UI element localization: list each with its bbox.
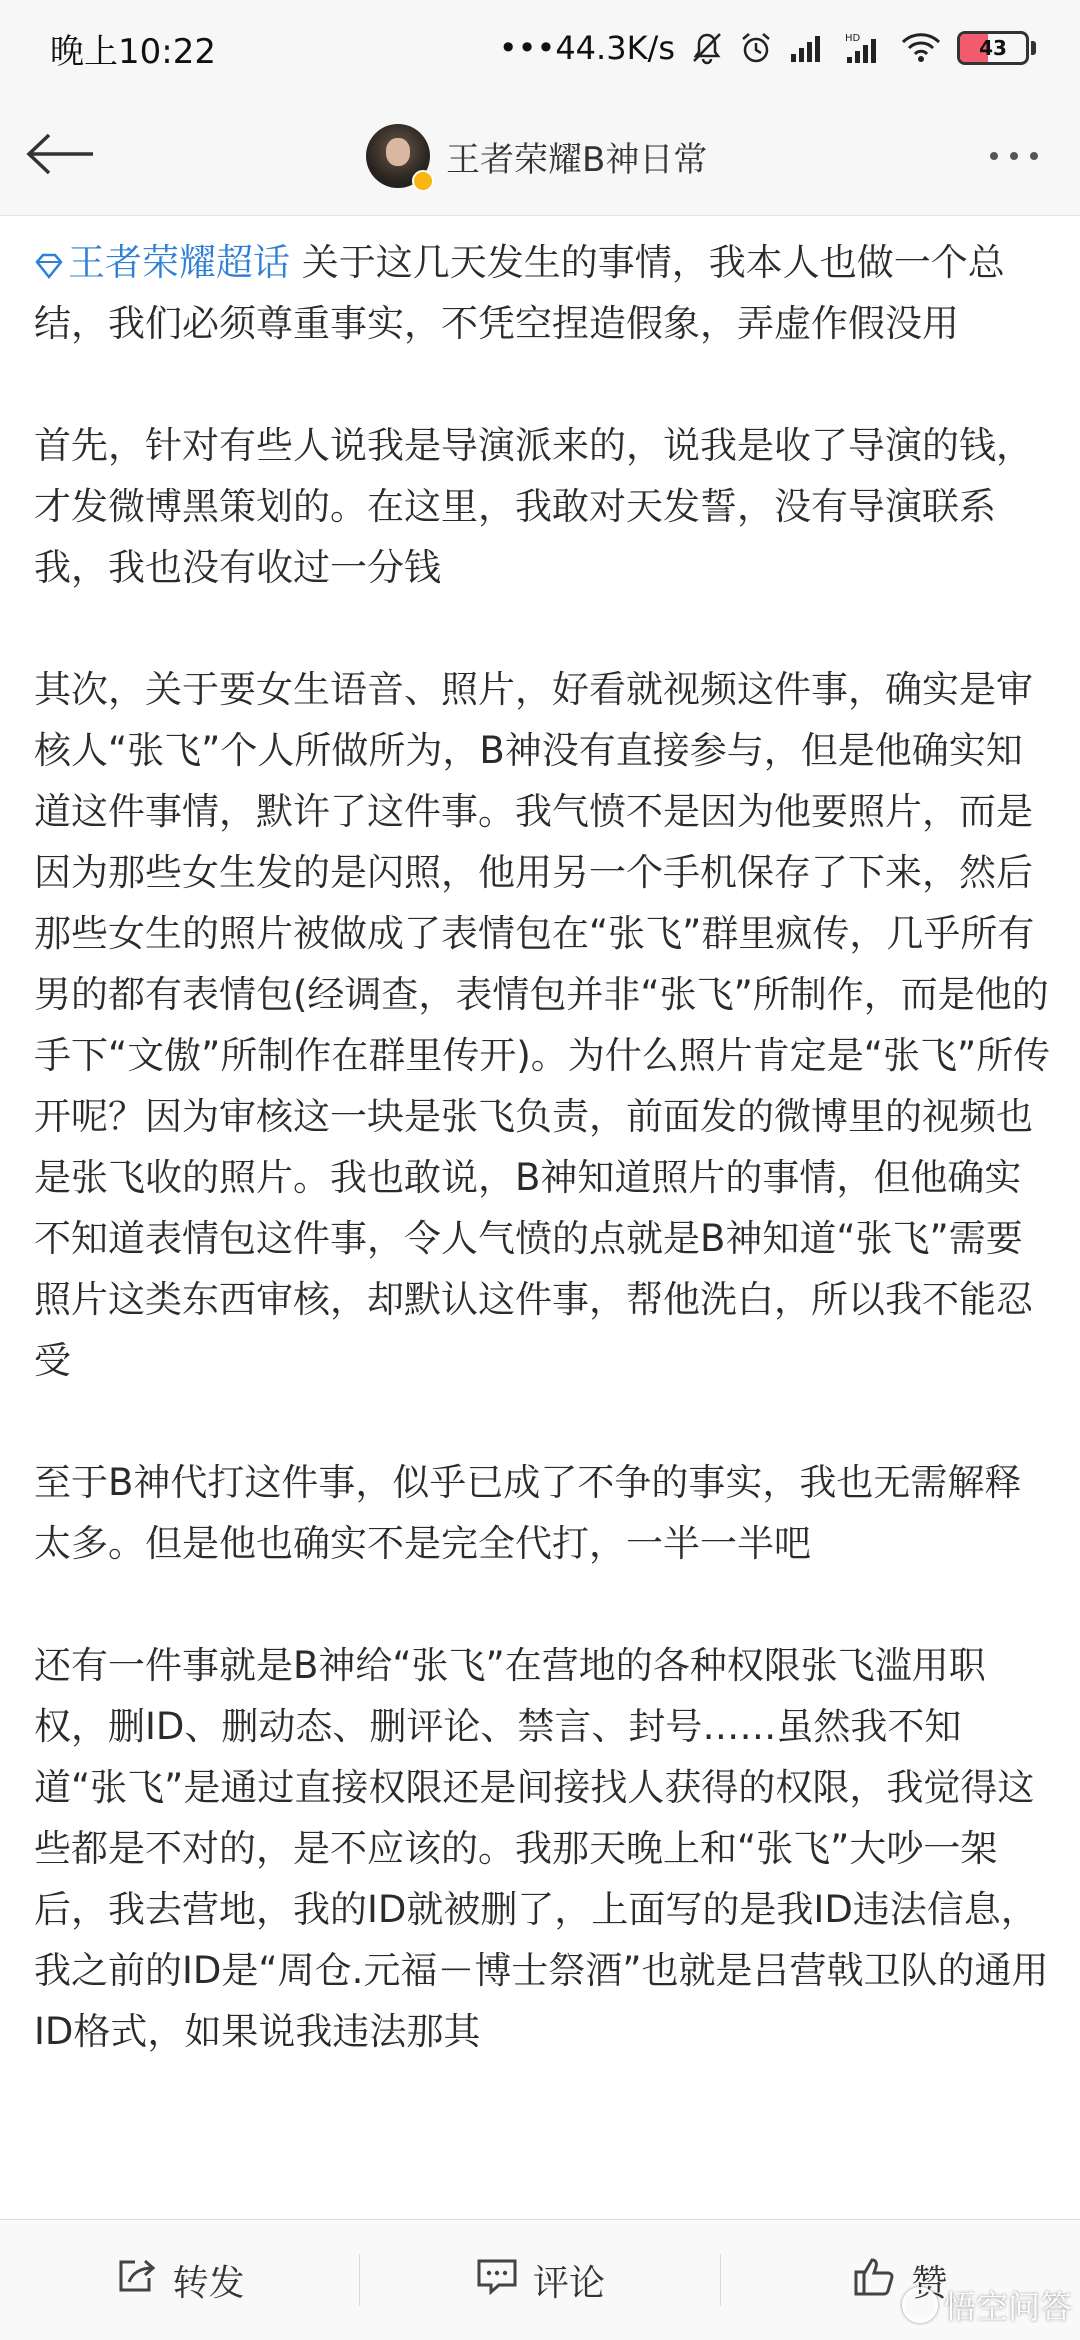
article-paragraph: 还有一件事就是B神给“张飞”在营地的各种权限张飞滥用职权，删ID、删动态、删评论、禁言、封号……虽然我不知道“张飞”是通过直接权限还是间接找人获得的权限，我觉得这些都是不对的，是不应该的。我那天晚上和“张飞”大吵一架后，我去营地，我的ID就被删了，上面写的是我ID违法信息，我之前的ID是“周仓.元福－博士祭酒”也就是吕营戟卫队的通用ID格式，如果说我违法那其 [34, 1644, 1049, 2053]
comment-label: 评论 [532, 2262, 605, 2304]
topic-link[interactable] [34, 241, 290, 284]
status-icons [499, 29, 1036, 67]
account-header[interactable] [366, 124, 707, 188]
thumbs-up-icon [853, 2255, 897, 2306]
back-arrow-icon [25, 132, 95, 180]
repost-icon [115, 2256, 159, 2305]
status-time: 晚上10:22 [50, 31, 216, 72]
paragraph-text: 关于这几天发生的事情，我本人也做一个总结，我们必须尊重事实，不凭空捏造假象，弄虚作假没用 [34, 241, 1005, 345]
signal-icon [789, 32, 829, 64]
more-dots-icon [990, 152, 998, 160]
avatar-face [386, 138, 410, 166]
more-button[interactable] [974, 126, 1054, 186]
status-bar [0, 0, 1080, 96]
network-speed: •••44.3K/s [498, 29, 675, 67]
watermark-text: 悟空问答 [943, 2288, 1072, 2326]
verified-badge-icon [412, 170, 434, 192]
hd-signal-icon [845, 31, 885, 65]
battery-icon [957, 31, 1029, 65]
svg-text:HD: HD [845, 33, 861, 44]
repost-label: 转发 [172, 2262, 245, 2304]
article-paragraph: 首先，针对有些人说我是导演派来的，说我是收了导演的钱，才发微博黑策划的。在这里，我敢对天发誓，没有导演联系我，我也没有收过一分钱 [34, 424, 1033, 589]
back-button[interactable] [22, 122, 98, 190]
article-paragraph [34, 232, 1054, 354]
more-dot [1030, 152, 1038, 160]
comment-button[interactable] [360, 2220, 719, 2340]
page-title[interactable]: 王者荣耀B神日常 [446, 139, 708, 180]
comment-icon [475, 2256, 519, 2305]
battery-level: 43 [979, 36, 1007, 60]
topic-link-label[interactable]: 王者荣耀超话 [68, 241, 290, 284]
article-body [34, 232, 1054, 2123]
like-label: 赞 [911, 2262, 948, 2304]
article-paragraph: 至于B神代打这件事，似乎已成了不争的事实，我也无需解释太多。但是他也确实不是完全代打，一半一半吧 [34, 1461, 1022, 1565]
nav-bar [0, 96, 1080, 216]
mute-icon [691, 31, 723, 65]
avatar[interactable] [366, 124, 430, 188]
more-dot [1010, 152, 1018, 160]
wifi-icon [901, 32, 941, 64]
wukong-logo-icon [902, 2287, 938, 2323]
battery-nub [1031, 41, 1036, 55]
repost-button[interactable] [0, 2220, 359, 2340]
action-bar [0, 2219, 1080, 2340]
diamond-icon [34, 251, 64, 281]
watermark [902, 2282, 1072, 2328]
article-paragraph: 其次，关于要女生语音、照片，好看就视频这件事，确实是审核人“张飞”个人所做所为，B神没有直接参与，但是他确实知道这件事情，默许了这件事。我气愤不是因为他要照片，而是因为那些女生发的是闪照，他用另一个手机保存了下来，然后那些女生的照片被做成了表情包在“张飞”群里疯传，几乎所有男的都有表情包(经调查，表情包并非“张飞”所制作，而是他的手下“文傲”所制作在群里传开)。为什么照片肯定是“张飞”所传开呢？因为审核这一块是张飞负责，前面发的微博里的视频也是张飞收的照片。我也敢说，B神知道照片的事情，但他确实不知道表情包这件事，令人气愤的点就是B神知道“张飞”需要照片这类东西审核，却默认这件事，帮他洗白，所以我不能忍受 [34, 668, 1051, 1382]
alarm-icon [739, 31, 773, 65]
